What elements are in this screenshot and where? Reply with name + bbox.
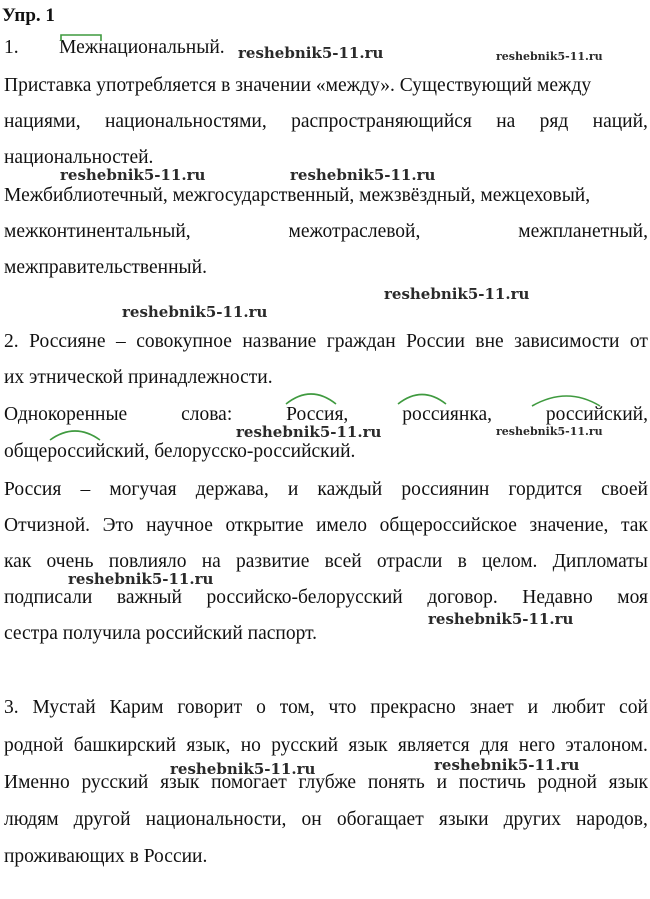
section-2-definition-line-1 [4, 330, 648, 354]
word: говорит [177, 697, 243, 718]
word: язык [160, 772, 200, 793]
word: российско-белорусский [206, 587, 403, 608]
word: гордится [508, 479, 582, 500]
section-1-explanation-line-3: национальностей. [4, 147, 154, 168]
word: глубже [298, 772, 357, 793]
word: и [287, 479, 299, 500]
word: национальностями, [104, 111, 267, 132]
word: целом. [482, 551, 538, 572]
section-1-examples-line-3: межправительственный. [4, 257, 207, 278]
word: на [201, 551, 221, 572]
word: эталоном. [565, 735, 648, 756]
section-3-line-3 [4, 771, 648, 795]
watermark: reshebnik5-11.ru [170, 760, 316, 778]
word: подписали [4, 587, 93, 608]
section-2-definition-line-2: их этнической принадлежности. [4, 367, 273, 388]
word: людям [4, 809, 59, 830]
section-1-examples-line-1: Межбиблиотечный, межгосударственный, межзвёздный, межцеховый, [4, 185, 591, 206]
word: Недавно [522, 587, 593, 608]
word: Карим [109, 697, 164, 718]
word: и [527, 697, 539, 718]
word: язык, [186, 735, 231, 756]
watermark: reshebnik5-11.ru [496, 50, 603, 63]
word: как [4, 551, 32, 572]
word: Дипломаты [552, 551, 648, 572]
word: Мустай [32, 697, 96, 718]
word: русский [271, 735, 339, 756]
word: зависимости [514, 331, 620, 352]
section-1-number: 1. [4, 37, 19, 58]
word: так [621, 515, 648, 536]
word: развитие [236, 551, 310, 572]
exercise-title: Упр. 1 [2, 5, 55, 26]
word: своей [601, 479, 648, 500]
word: помогает [211, 772, 287, 793]
watermark: reshebnik5-11.ru [238, 44, 384, 62]
word: и [436, 772, 447, 793]
word: в [457, 551, 467, 572]
word: Россияне [29, 331, 106, 352]
word: Однокоренные [4, 404, 128, 425]
word: национальности, [145, 809, 287, 830]
word: значение, [529, 515, 609, 536]
word: открытие [225, 515, 304, 536]
word: Именно [4, 772, 70, 793]
section-2-sentence-line-1 [4, 478, 648, 502]
word: родной [537, 772, 597, 793]
word: отрасли [376, 551, 443, 572]
watermark: reshebnik5-11.ru [434, 756, 580, 774]
section-2-sentence-line-4 [4, 586, 648, 610]
word: постичь [458, 772, 526, 793]
word: на [496, 111, 516, 132]
word: название [242, 331, 317, 352]
word: наций, [592, 111, 648, 132]
word: России [406, 331, 465, 352]
word: других [503, 809, 561, 830]
word: договор. [427, 587, 498, 608]
word: сой [619, 697, 648, 718]
word: 2. [4, 331, 19, 352]
word: том, [279, 697, 315, 718]
watermark: reshebnik5-11.ru [68, 570, 214, 588]
root-arc-obshcherossiyskiy [50, 431, 100, 440]
word: язык [608, 772, 648, 793]
section-1-word: Межнациональный. [59, 37, 225, 58]
word: имело [316, 515, 367, 536]
section-2-sentence-line-2 [4, 514, 648, 538]
word: но [240, 735, 261, 756]
section-2-cognates-line-2: общероссийский, белорусско-российский. [4, 441, 356, 462]
word: межконтинентальный, [4, 221, 191, 242]
word: граждан [326, 331, 396, 352]
word: держава, [195, 479, 269, 500]
word: обогащает [336, 809, 424, 830]
word: является [397, 735, 470, 756]
section-1-explanation-line-1: Приставка употребляется в значении «между». Существующий между [4, 75, 592, 96]
word: межпланетный, [518, 221, 648, 242]
section-3-line-1 [4, 696, 648, 720]
watermark: reshebnik5-11.ru [236, 423, 382, 441]
word: прекрасно [370, 697, 456, 718]
section-3-line-2 [4, 734, 648, 758]
word: что [328, 697, 357, 718]
word: Россия, [286, 404, 349, 425]
word: всей [324, 551, 362, 572]
section-1-explanation-line-2 [4, 110, 648, 134]
watermark: reshebnik5-11.ru [290, 166, 436, 184]
word: важный [116, 587, 182, 608]
word: распространяющийся [291, 111, 472, 132]
word: общероссийское [379, 515, 517, 536]
word: Россия [4, 479, 62, 500]
word: межотраслевой, [288, 221, 421, 242]
word: россиянка, [402, 404, 493, 425]
word: он [301, 809, 322, 830]
watermark: reshebnik5-11.ru [384, 285, 530, 303]
word: него [518, 735, 556, 756]
word: башкирский [73, 735, 177, 756]
word: народов, [576, 809, 648, 830]
word: 3. [4, 697, 19, 718]
word: язык [348, 735, 388, 756]
section-3-line-5: проживающих в России. [4, 846, 208, 867]
watermark: reshebnik5-11.ru [122, 303, 268, 321]
word: моя [617, 587, 648, 608]
word: слова: [181, 404, 233, 425]
word: русский [81, 772, 149, 793]
word: от [629, 331, 648, 352]
word: понять [367, 772, 425, 793]
word: Отчизной. [4, 515, 91, 536]
section-1-examples-line-2 [4, 220, 648, 244]
word: о [256, 697, 266, 718]
section-2-sentence-line-5: сестра получила российский паспорт. [4, 623, 318, 644]
word: научное [146, 515, 213, 536]
word: российский, [545, 404, 648, 425]
word: родной [4, 735, 64, 756]
word: Это [102, 515, 134, 536]
word: россиянин [401, 479, 490, 500]
word: языки [438, 809, 489, 830]
word: для [479, 735, 509, 756]
word: нациями, [4, 111, 81, 132]
word: вне [475, 331, 504, 352]
watermark: reshebnik5-11.ru [428, 610, 574, 628]
section-3-line-4 [4, 808, 648, 832]
word: каждый [317, 479, 383, 500]
word: любит [551, 697, 606, 718]
word: – [80, 479, 91, 500]
watermark: reshebnik5-11.ru [60, 166, 206, 184]
word: – [115, 331, 126, 352]
word: ряд [539, 111, 569, 132]
word: повлияло [108, 551, 187, 572]
watermark: reshebnik5-11.ru [496, 425, 603, 438]
word: очень [46, 551, 94, 572]
word: совокупное [136, 331, 232, 352]
word: знает [469, 697, 514, 718]
word: другой [73, 809, 131, 830]
word: могучая [109, 479, 177, 500]
